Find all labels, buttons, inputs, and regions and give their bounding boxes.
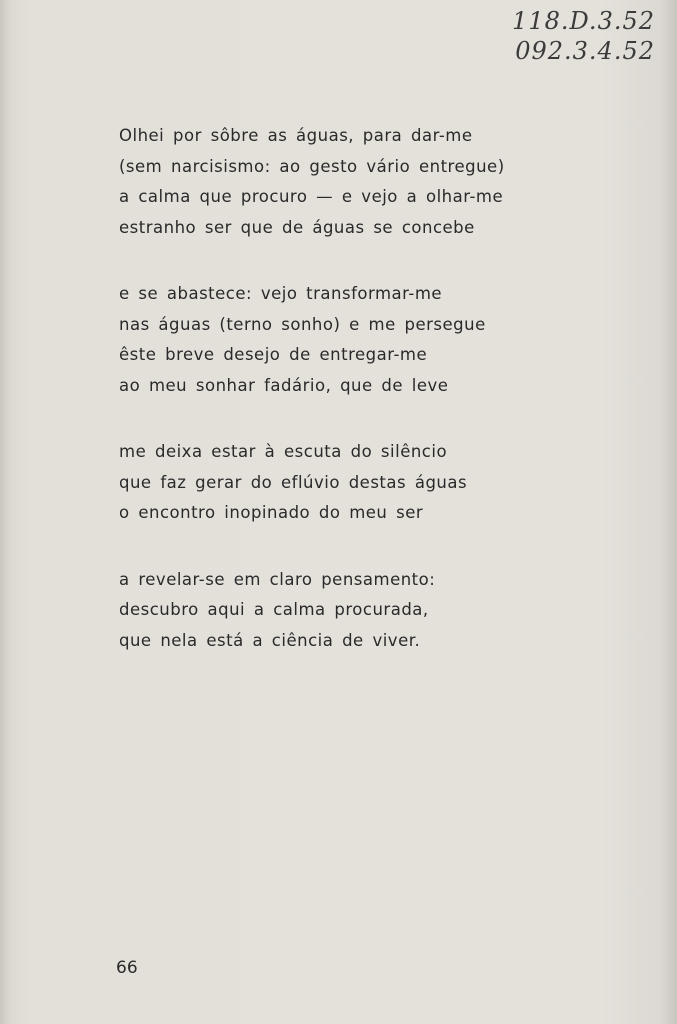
handwritten-catalog-notes (512, 6, 655, 66)
stanza-4 (119, 565, 589, 657)
poem-line: descubro aqui a calma procurada, (119, 600, 429, 619)
poem-line: Olhei por sôbre as águas, para dar-me (119, 126, 473, 145)
poem-line: me deixa estar à escuta do silêncio (119, 442, 448, 461)
poem-line: nas águas (terno sonho) e me persegue (119, 314, 486, 334)
stanza-2 (119, 279, 589, 401)
poem-line: o encontro inopinado do meu ser (119, 503, 424, 522)
poem-line: que faz gerar do eflúvio destas águas (119, 472, 468, 492)
handwritten-note: 092.3.4.52 (515, 37, 655, 65)
poem-line: e se abastece: vejo transformar-me (119, 284, 443, 303)
handwritten-note: 118.D.3.52 (512, 7, 655, 35)
poem-line: a revelar-se em claro pensamento: (119, 569, 436, 589)
poem-line: ao meu sonhar fadário, que de leve (119, 375, 449, 395)
poem-line: (sem narcisismo: ao gesto vário entregue) (119, 156, 505, 176)
stanza-1 (119, 121, 589, 243)
poem (119, 121, 589, 692)
poem-line: a calma que procuro — e vejo a olhar-me (119, 187, 504, 206)
page-number: 66 (116, 958, 138, 978)
poem-line: êste breve desejo de entregar-me (119, 345, 428, 364)
stanza-3 (119, 437, 589, 529)
poem-line: que nela está a ciência de viver. (119, 630, 421, 650)
poem-line: estranho ser que de águas se concebe (119, 217, 475, 237)
